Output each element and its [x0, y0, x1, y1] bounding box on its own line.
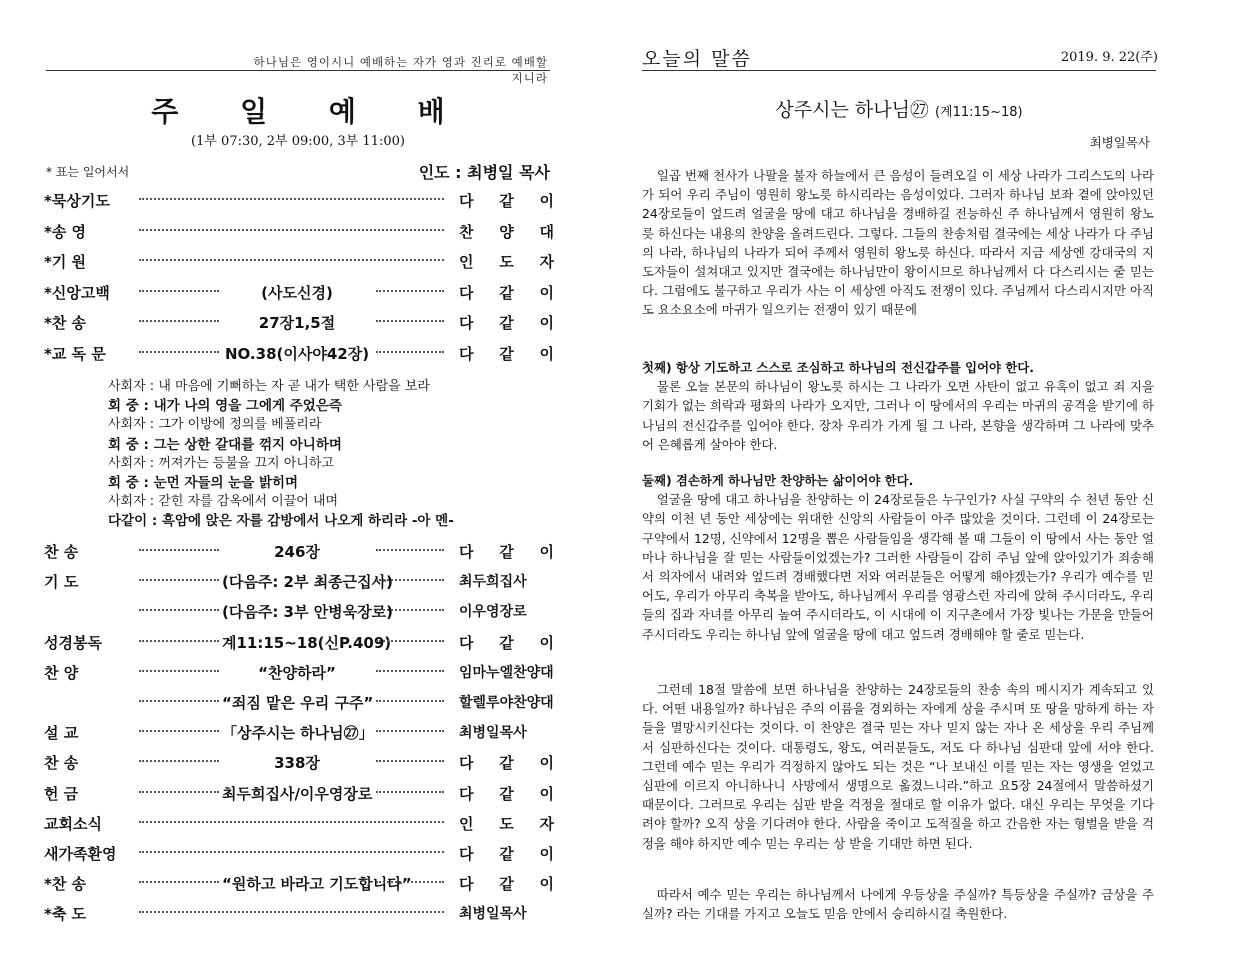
dot-leader: [376, 730, 444, 732]
leader: 인도 : 최병일 목사: [418, 163, 550, 182]
congregation-line: 회 중 : 눈먼 자들의 눈을 밝히며: [108, 475, 299, 491]
leader-line: 사회자 : 갇힌 자를 감옥에서 이끌어 내며: [108, 494, 339, 510]
paragraph-intro: [642, 166, 1154, 320]
order-person: 인 도 자: [459, 253, 554, 271]
congregation-line: 회 중 : 그는 상한 갈대를 꺾지 아니하며: [108, 436, 342, 453]
order-detail: NO.38(이사야42장): [224, 344, 370, 363]
service-times: (1부 07:30, 2부 09:00, 3부 11:00): [191, 134, 405, 149]
order-label: 헌 금: [44, 784, 79, 803]
page-title: 주 일 예 배: [151, 95, 471, 128]
order-row: [44, 308, 554, 336]
order-row: [44, 839, 554, 867]
heading-1: 첫째) 항상 기도하고 스스로 조심하고 하나님의 전신갑주를 입어야 한다.: [642, 360, 1034, 375]
order-person: 임마누엘찬양대: [459, 664, 554, 681]
dot-leader: [376, 670, 444, 672]
order-row: [44, 247, 554, 275]
order-label: *송 영: [44, 222, 87, 241]
order-person: 다 같 이: [459, 314, 554, 332]
dot-leader: [139, 351, 219, 353]
date: 2019. 9. 22(주): [1060, 50, 1158, 65]
dot-leader: [139, 760, 219, 762]
order-person: 최두희집사: [459, 574, 527, 591]
order-detail: “죄짐 맡은 우리 구주”: [222, 694, 374, 712]
dot-leader: [376, 549, 444, 551]
order-label: 찬 양: [44, 663, 79, 682]
dot-leader: [376, 881, 444, 883]
order-row: [44, 688, 554, 716]
order-row: [44, 339, 554, 367]
motto: 하나님은 영이시니 예배하는 자가 영과 진리로 예배할지니라: [253, 55, 548, 85]
order-person: 다 같 이: [459, 283, 554, 302]
order-row: [44, 658, 554, 686]
dot-leader: [376, 609, 444, 611]
dot-leader: [376, 640, 444, 642]
order-row: [44, 217, 554, 245]
order-detail: 최두희집사/이우영장로: [222, 784, 373, 803]
dot-leader: [376, 579, 444, 581]
dot-leader: [139, 821, 444, 823]
order-person: 최병일목사: [459, 725, 527, 742]
order-person: 최병일목사: [459, 906, 527, 923]
dot-leader: [376, 290, 444, 292]
order-row: [44, 186, 554, 214]
order-row: [44, 748, 554, 776]
heading-2: 둘째) 겸손하게 하나님만 찬양하는 삶이어야 한다.: [642, 473, 914, 488]
order-label: *찬 송: [44, 875, 87, 894]
dot-leader: [139, 229, 444, 231]
dot-leader: [139, 259, 444, 261]
dot-leader: [139, 851, 444, 853]
paragraph-4: 그런데 18절 말씀에 보면 하나님을 찬양하는 24장로들의 찬송 속의 메시지가 계속되고 있다. 어떤 내용일까? 하나님은 주의 이름을 경외하는 자에게 상을 주시며 또 땅을 망하게 하는 자들을 멸망시키신다는 것이다. 이 찬양은 결국 믿는 자나 믿지 않는 자나 온 세상을 우리 주님께서 심판하신다는 것이다. 대통령도, 왕도, 여러분들도, 저도 다 하나님 심판대 앞에 서야 한다. 그런데 예수 믿는 우리가 걱정하지 않아도 되는 것은 “나 보내신 이를 믿는 자는 영생을 얻었고 심판에 이르지 아니하나니 사망에서 생명으로 옮겼느니라.”하고 요5장 24절에서 말씀하셨기 때문이다. 그러므로 우리는 심판 받을 걱정을 절대로 할 이유가 없다. 대신 우리는 무엇을 기다려야 할까? 오직 상을 기다려야 한다. 사람을 죽이고 도적질을 하고 간음한 자는 형벌을 받을 걱정을 해야 하지만 예수 믿는 우리는 상 받을 기대만 하면 된다.: [642, 682, 1154, 851]
order-detail: 「상주시는 하나님㉗」: [222, 724, 374, 743]
order-detail: 338장: [274, 754, 320, 773]
dot-leader: [139, 791, 219, 793]
order-label: *축 도: [44, 905, 87, 924]
paragraph-2: 물론 오늘 본문의 하나님이 왕노릇 하시는 그 나라가 오면 사탄이 없고 유혹이 없고 죄 지을 기회가 없는 희락과 평화의 나라가 오지만, 그러나 이 땅에서의 우리는 마귀의 공격을 받기에 하나님의 전신갑주를 입어야 한다. 장차 우리가 가게 될 그 나라, 본향을 생각하며 그 나라에 맞추어 은혜롭게 살아야 한다.: [642, 379, 1154, 452]
dot-leader: [139, 609, 219, 611]
order-detail: (다음주: 3부 안병욱장로): [222, 603, 394, 622]
dot-leader: [376, 351, 444, 353]
order-detail: “찬양하라”: [258, 663, 336, 682]
order-label: *기 원: [44, 253, 87, 271]
order-person: 찬 양 대: [459, 222, 554, 241]
dot-leader: [139, 320, 219, 322]
order-label: 새가족환영: [44, 845, 117, 863]
order-label: *묵상기도: [44, 192, 110, 210]
dot-leader: [139, 670, 219, 672]
order-row: [44, 899, 554, 927]
leader-line: 사회자 : 꺼져가는 등불을 끄지 아니하고: [108, 455, 334, 471]
worship-order-page: [0, 0, 600, 973]
leader-line: 사회자 : 그가 이방에 정의를 베풀리라: [108, 417, 322, 433]
order-row: [44, 779, 554, 807]
paragraph-1: 일곱 번째 천사가 나팔을 불자 하늘에서 큰 음성이 들려오길 이 세상 나라가 그리스도의 나라가 되어 우리 주님이 영원히 왕노릇 하시리라는 음성이었다. 그러자 하나님 보좌 곁에 앉아있던 24장로들이 엎드려 얼굴을 땅에 대고 하나님을 경배하길 전능하신 주 하나님께서 영원히 왕노릇 하신다는 내용의 찬양을 올려드린다. 그렇다. 그들의 찬송처럼 결국에는 세상 나라가 다 주님의 나라, 하나님의 나라가 되어 주께서 영원히 왕노릇 하신다. 따라서 지금 세상엔 강대국의 지도자들이 설쳐대고 있지만 결국에는 하나님만이 왕이시므로 하나님께서 다 다스리시는 줄 믿는다. 그럼에도 불구하고 우리가 사는 이 세상엔 아직도 전쟁이 있다. 주님께서 다스리시지만 아직도 요소요소에 마귀가 일으키는 전쟁이 있기 때문에: [642, 168, 1154, 318]
stand-note: * 표는 일어서서: [46, 165, 130, 179]
order-person: 할렐루야찬양대: [459, 695, 554, 711]
dot-leader: [139, 579, 219, 581]
order-label: *교 독 문: [44, 344, 106, 363]
order-label: 기 도: [44, 573, 79, 592]
order-row: [44, 537, 554, 565]
top-rule: [46, 70, 550, 71]
dot-leader: [376, 700, 444, 702]
order-label: 성경봉독: [44, 633, 102, 652]
order-label: 교회소식: [44, 814, 102, 833]
order-person: 다 같 이: [459, 192, 554, 210]
congregation-line: 회 중 : 내가 나의 영을 그에게 주었은즉: [108, 398, 342, 415]
dot-leader: [376, 320, 444, 322]
section-4: [642, 885, 1154, 923]
dot-leader: [139, 640, 219, 642]
order-person: 다 같 이: [459, 845, 554, 863]
order-label: *신앙고백: [44, 283, 110, 302]
order-row: [44, 597, 554, 625]
congregation-line: 다같이 : 흑암에 앉은 자를 감방에서 나오게 하리라 -아 멘-: [108, 513, 454, 530]
order-label: 설 교: [44, 724, 79, 743]
sermon-page: [620, 0, 1238, 973]
order-row: [44, 567, 554, 595]
dot-leader: [139, 198, 444, 200]
order-row: [44, 278, 554, 306]
order-detail: “원하고 바라고 기도합니다”: [222, 875, 412, 894]
section-3: [642, 680, 1154, 853]
order-detail: 246장: [274, 543, 320, 561]
order-label: 찬 송: [44, 543, 79, 561]
order-detail: 27장1,5절: [258, 314, 336, 332]
order-label: *찬 송: [44, 314, 87, 332]
order-row: [44, 628, 554, 656]
dot-leader: [139, 730, 219, 732]
order-person: 다 같 이: [459, 633, 554, 652]
leader-line: 사회자 : 내 마음에 기뻐하는 자 곧 내가 택한 사람을 보라: [108, 379, 430, 394]
dot-leader: [139, 881, 219, 883]
order-person: 다 같 이: [459, 344, 554, 363]
section-1: [642, 358, 1154, 454]
order-detail: (사도신경): [261, 283, 333, 302]
dot-leader: [376, 760, 444, 762]
dot-leader: [376, 791, 444, 793]
order-person: 다 같 이: [459, 784, 554, 803]
preacher: 최병일목사: [1089, 135, 1150, 150]
section-header: 오늘의 말씀: [642, 48, 752, 70]
order-row: [44, 718, 554, 746]
sermon-reference: (계11:15~18): [934, 105, 1023, 120]
dot-leader: [139, 911, 444, 913]
order-person: 다 같 이: [459, 875, 554, 894]
paragraph-5: 따라서 예수 믿는 우리는 하나님께서 나에게 우등상을 주실까? 특등상을 주실까? 금상을 주실까? 라는 기대를 가지고 오늘도 믿음 안에서 승리하시길 축원한다.: [642, 887, 1154, 922]
dot-leader: [139, 290, 219, 292]
paragraph-3: 얼굴을 땅에 대고 하나님을 찬양하는 이 24장로들은 누구인가? 사실 구약의 수 천년 동안 신약의 이천 년 동안 세상에는 위대한 신앙의 사람들이 아주 많았을 것이다. 그런데 이 24장로는 구약에서 12명, 신약에서 12명을 뽑은 사람들임을 생각해 볼 때 그들이 이 땅에서 사는 동안 얼마나 하나님을 잘 믿는 사람들이었겠는가? 그러한 사람들이 감히 주님 앞에 앉아있기가 죄송해서 의자에서 내려와 엎드려 경배했다면 저와 여러분들은 어떻게 해야겠는가? 우리가 예수를 믿어도, 우리가 아무리 축복을 받아도, 하나님께서 우리를 영광스런 자리에 앉혀 주시더라도, 우리들의 집과 자녀를 아무리 높여 주시더라도, 이 시대에 이 지구촌에서 가장 빛나는 가문을 만들어 주시더라도 우리는 하나님 앞에 얼굴을 땅에 대고 엎드려 경배해야 할 줄로 믿는다.: [642, 492, 1154, 642]
header-rule: [642, 70, 1156, 71]
order-person: 다 같 이: [459, 754, 554, 773]
dot-leader: [139, 700, 219, 702]
order-row: [44, 869, 554, 897]
order-person: 인 도 자: [459, 814, 554, 833]
order-row: [44, 809, 554, 837]
order-person: 다 같 이: [459, 543, 554, 561]
dot-leader: [139, 549, 219, 551]
order-label: 찬 송: [44, 754, 79, 773]
section-2: [642, 471, 1154, 644]
order-detail: 계11:15~18(신P.409): [222, 633, 392, 652]
order-person: 이우영장로: [459, 604, 527, 621]
sermon-title-text: 상주시는 하나님㉗: [775, 99, 929, 121]
sermon-title: [642, 95, 1156, 122]
order-detail: (다음주: 2부 최종근집사): [222, 573, 394, 592]
